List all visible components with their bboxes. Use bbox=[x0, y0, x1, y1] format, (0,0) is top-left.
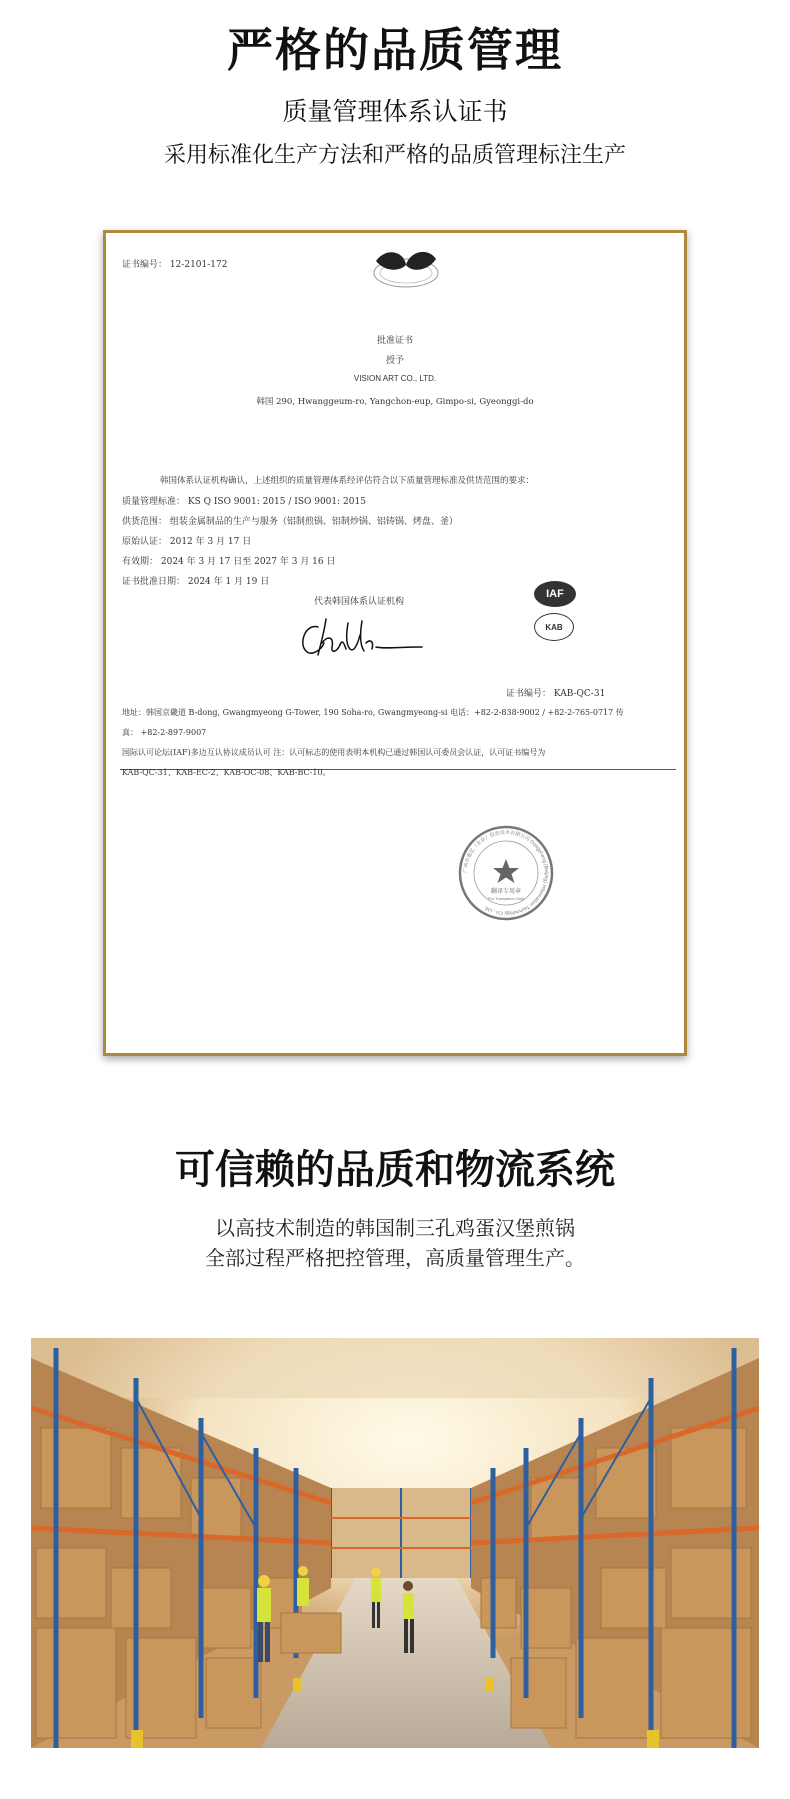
section2-title: 可信赖的品质和物流系统 bbox=[175, 1147, 615, 1193]
footer-iaf-note: 国际认可论坛(IAF)多边互认协议成员认可 注：认可标志的使用表明本机构已通过韩国认可委员会认证，认可证书编号为 bbox=[122, 748, 546, 757]
footer-codes: KAB-QC-31、KAB-EC-2、KAB-OC-08、KAB-BC-10。 bbox=[122, 768, 331, 777]
grant-label: 授予 bbox=[385, 356, 404, 366]
approval-date: 证书批准日期： 2024 年 1 月 19 日 bbox=[122, 577, 270, 587]
supply-scope: 供货范围： 组装金属制品的生产与服务（铝制煎锅、铝制炒锅、铝铸锅、烤盘、釜） bbox=[122, 517, 458, 527]
certificate-document bbox=[103, 230, 687, 1056]
iaf-badge-icon: IAF bbox=[534, 581, 576, 607]
cert-subtitle: 质量管理体系认证书 bbox=[282, 97, 508, 126]
quality-standard: 质量管理标准： KS Q ISO 9001: 2015 / ISO 9001: 2015 bbox=[122, 497, 366, 507]
validity-period: 有效期： 2024 年 3 月 17 日至 2027 年 3 月 16 日 bbox=[122, 557, 336, 567]
tagline: 采用标准化生产方法和严格的品质管理标注生产 bbox=[163, 143, 626, 168]
company-address: 韩国 290, Hwanggeum-ro, Yangchon-eup, Gimpo-si, Gyeonggi-do bbox=[256, 397, 534, 407]
signature-icon bbox=[296, 613, 426, 661]
translation-stamp-icon bbox=[456, 823, 556, 923]
representative-label: 代表韩国体系认证机构 bbox=[314, 597, 405, 607]
approval-title: 批准证书 bbox=[376, 336, 413, 346]
footer-address: 地址：韩国京畿道 B-dong, Gwangmyeong G-Tower, 190 Soha-ro, Gwangmyeong-si 电话：+82-2-838-9002 / +82-2-765-0717 传 bbox=[122, 708, 624, 717]
kab-badge-icon: KAB bbox=[534, 613, 574, 641]
certification-logo-icon bbox=[366, 243, 446, 291]
warehouse-photo bbox=[31, 1338, 759, 1748]
original-certification: 原始认证： 2012 年 3 月 17 日 bbox=[122, 537, 252, 547]
page-title: 严格的品质管理 bbox=[227, 23, 563, 77]
footer-cert-number: 证书编号： KAB-QC-31 bbox=[506, 689, 606, 699]
confirmation-statement: 韩国体系认证机构确认，上述组织的质量管理体系经评估符合以下质量管理标准及供货范围的要求： bbox=[160, 476, 535, 486]
company-name: VISION ART CO., LTD. bbox=[353, 374, 437, 383]
stamp-ring-text: 广州市盛亿（北京）信息技术有限公司 Dongsheng (Beijing) Information Technology Co., Ltd. bbox=[462, 829, 550, 917]
cert-number: 证书编号： 12-2101-172 bbox=[122, 260, 228, 270]
footer-fax: 真： +82-2-897-9007 bbox=[122, 728, 207, 737]
stamp-center-label: 翻译专用章 bbox=[490, 888, 522, 895]
section2-line2: 全部过程严格把控管理，高质量管理生产。 bbox=[205, 1246, 585, 1270]
section2-line1: 以高技术制造的韩国制三孔鸡蛋汉堡煎锅 bbox=[215, 1216, 575, 1240]
stamp-center-sublabel: For Translation Only bbox=[487, 896, 525, 901]
